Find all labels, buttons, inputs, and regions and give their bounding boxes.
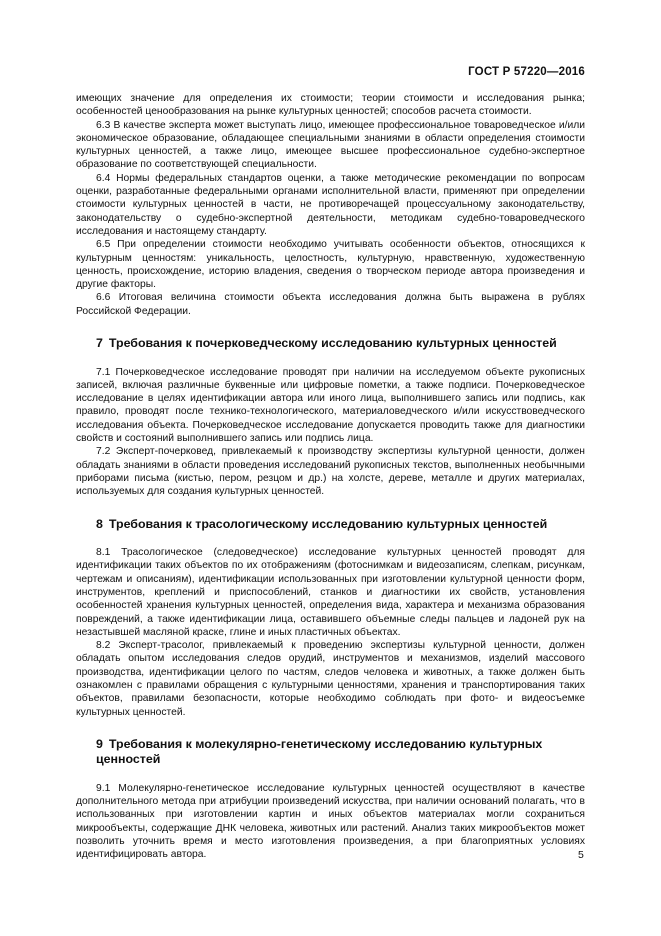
paragraph-7-1: 7.1 Почерковедческое исследование проводят при наличии на исследуемом объекте рукописных записей, включая различные буквенные или цифровые пометки, а также подписи. Почерковедческое исследование в целях идентификации автора или иного лица, выполнившего запись или подпись, как правило, проводят после технико-технологического, материаловедческого и/или искусствоведческого исследования объекта. Почерковедческое исследование допускается проводить также для диагностики свойств и состояний выполнившего запись или подпись лица. [76,366,585,445]
section-heading-8 [76,517,585,533]
section-number: 8 [96,516,103,531]
section-title: Требования к трасологическому исследованию культурных ценностей [108,516,548,531]
paragraph-6-3: 6.3 В качестве эксперта может выступать лицо, имеющее профессиональное товароведческое и/или экономическое образование, обладающее специальными знаниями в области определения стоимости культурных ценностей, а также лицо, имеющее высшее профессиональное судебно-экспертное образование по соответствующей специальности. [76,119,585,171]
page-number: 5 [578,849,584,861]
section-number: 9 [96,736,103,751]
paragraph-8-1: 8.1 Трасологическое (следоведческое) исследование культурных ценностей проводят для идентификации таких объектов по их отображениям (фотоснимкам и видеозаписям, слепкам, рисункам, чертежам и описаниям), идентификации использованных при изготовлении культурной ценности форм, инструментов, креплений и приспособлений, станков и диагностики их свойств, установления особенностей хранения культурных ценностей, определения вида, характера и механизма образования повреждений, а также идентификации лица, оставившего объемные следы пальцев и ладоней рук на незастывшей масляной краске, глине и иных пластичных объектах. [76,547,585,638]
section-title: Требования к почерковедческому исследованию культурных ценностей [108,336,557,351]
paragraph-6-6: 6.6 Итоговая величина стоимости объекта исследования должна быть выражена в рублях Российской Федерации. [76,292,585,317]
paragraph-continuation: имеющих значение для определения их стоимости; теории стоимости и исследования рынка; особенностей ценообразования на рынке культурных ценностей; способов расчета стоимости. [76,93,585,118]
section-heading-9 [76,737,585,768]
section-title: Требования к молекулярно-генетическому исследованию культурных ценностей [96,736,543,767]
paragraph-6-5: 6.5 При определении стоимости необходимо учитывать особенности объектов, относящихся к культурным ценностям: уникальность, целостность, культурную, нравственную, художественную ценность, происхождение, историю владения, сведения о творческом периоде автора произведения и другие факторы. [76,239,585,291]
paragraph-8-2: 8.2 Эксперт-трасолог, привлекаемый к проведению экспертизы культурной ценности, должен обладать опытом исследования следов орудий, инструментов и механизмов, изделий массового производства, идентификации целого по частям, следов человека и животных, а также должен быть ознакомлен с правилами обращения с культурными ценностями, хранения и транспортирования таких объектов, правилами безопасности, которые необходимо соблюдать при фото- и видеосъемке культурных ценностей. [76,640,585,718]
document-header: ГОСТ Р 57220—2016 [468,66,585,78]
section-number: 7 [96,336,103,351]
paragraph-7-2: 7.2 Эксперт-почерковед, привлекаемый к производству экспертизы культурной ценности, должен обладать знаниями в области проведения исследований рукописных текстов, выполненных необычными приборами письма (кистью, пером, резцом и др.) на холсте, дереве, металле и других материалах, используемых для создания культурных ценностей. [76,446,585,498]
paragraph-9-1: 9.1 Молекулярно-генетическое исследование культурных ценностей осуществляют в качестве дополнительного метода при атрибуции произведений искусства, при наличии оснований полагать, что в использованных при изготовлении картин и иных объектов материалах могли сохраниться микрообъекты, содержащие ДНК человека, животных или растений. Анализ таких микрообъектов может позволить уточнить время и место изготовления произведения, а при благоприятных условиях идентифицировать автора. [76,782,585,861]
paragraph-6-4: 6.4 Нормы федеральных стандартов оценки, а также методические рекомендации по вопросам оценки, разработанные федеральными органами исполнительной власти, применяют при определении стоимости культурных ценностей в части, не противоречащей процессуальному законодательству, законодательству о судебно-экспертной деятельности, методикам судебно-товароведческого исследования и настоящему стандарту. [76,172,585,237]
document-body [76,92,585,862]
section-heading-7 [76,336,585,352]
